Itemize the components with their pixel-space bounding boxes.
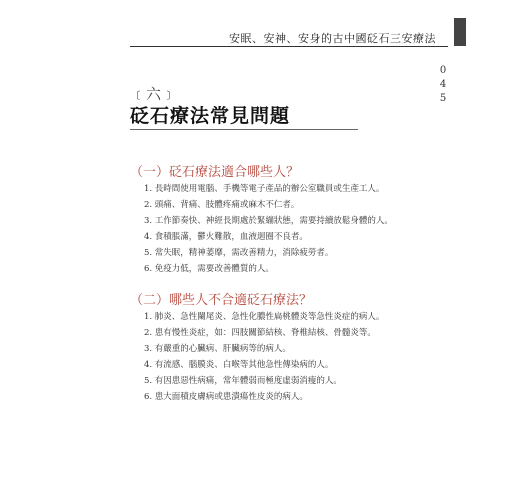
- list-item: 4. 有流感、腦膜炎、白喉等其他急性傳染病的人。: [144, 360, 334, 370]
- title-underline: [130, 129, 358, 130]
- suitable-list: [144, 181, 393, 277]
- list-item: 6. 免疫力低，需要改善體質的人。: [144, 264, 274, 274]
- list-item: 1. 長時間使用電腦、手機等電子產品的辦公室職員或生產工人。: [144, 184, 385, 194]
- running-header: 安眠、安神、安身的古中國砭石三安療法: [229, 32, 436, 45]
- list-item: 6. 患大面積皮膚病或患潰瘍性皮炎的病人。: [144, 392, 308, 402]
- list-item: 3. 工作節奏快、神經長期處於緊繃狀態，需要持續放鬆身體的人。: [144, 216, 393, 226]
- page-number-digit: 0: [439, 65, 447, 76]
- page-edge-tab: [454, 18, 466, 46]
- list-item: 3. 有嚴重的心臟病、肝臟病等的病人。: [144, 344, 291, 354]
- section-heading-suitable: （一）砭石療法適合哪些人？: [130, 165, 300, 180]
- list-item: 5. 有因患惡性病痛，常年體弱而極度虛弱消瘦的人。: [144, 376, 342, 386]
- chapter-number: ﹝六﹞: [131, 85, 177, 103]
- chapter-title: 砭石療法常見問題: [130, 105, 291, 127]
- header-divider: [130, 46, 448, 47]
- list-item: 2. 患有慢性炎症，如：四肢關節結核、脊椎結核、骨髓炎等。: [144, 328, 376, 338]
- page-number-digit: 4: [439, 79, 447, 90]
- page-number: [436, 64, 450, 106]
- list-item: 2. 頭痛、背痛、肢體疼痛或麻木不仁者。: [144, 200, 300, 210]
- list-item: 1. 肺炎、急性闌尾炎、急性化膿性扁桃體炎等急性炎症的病人。: [144, 312, 385, 322]
- page-number-digit: 5: [439, 93, 447, 104]
- unsuitable-list: [144, 309, 384, 405]
- list-item: 4. 食積脹滿，鬱火難散，血液迴圈不良者。: [144, 232, 308, 242]
- list-item: 5. 常失眠，精神萎靡，需改善精力，消除疲勞者。: [144, 248, 334, 258]
- section-heading-unsuitable: （二）哪些人不合適砭石療法？: [130, 293, 313, 308]
